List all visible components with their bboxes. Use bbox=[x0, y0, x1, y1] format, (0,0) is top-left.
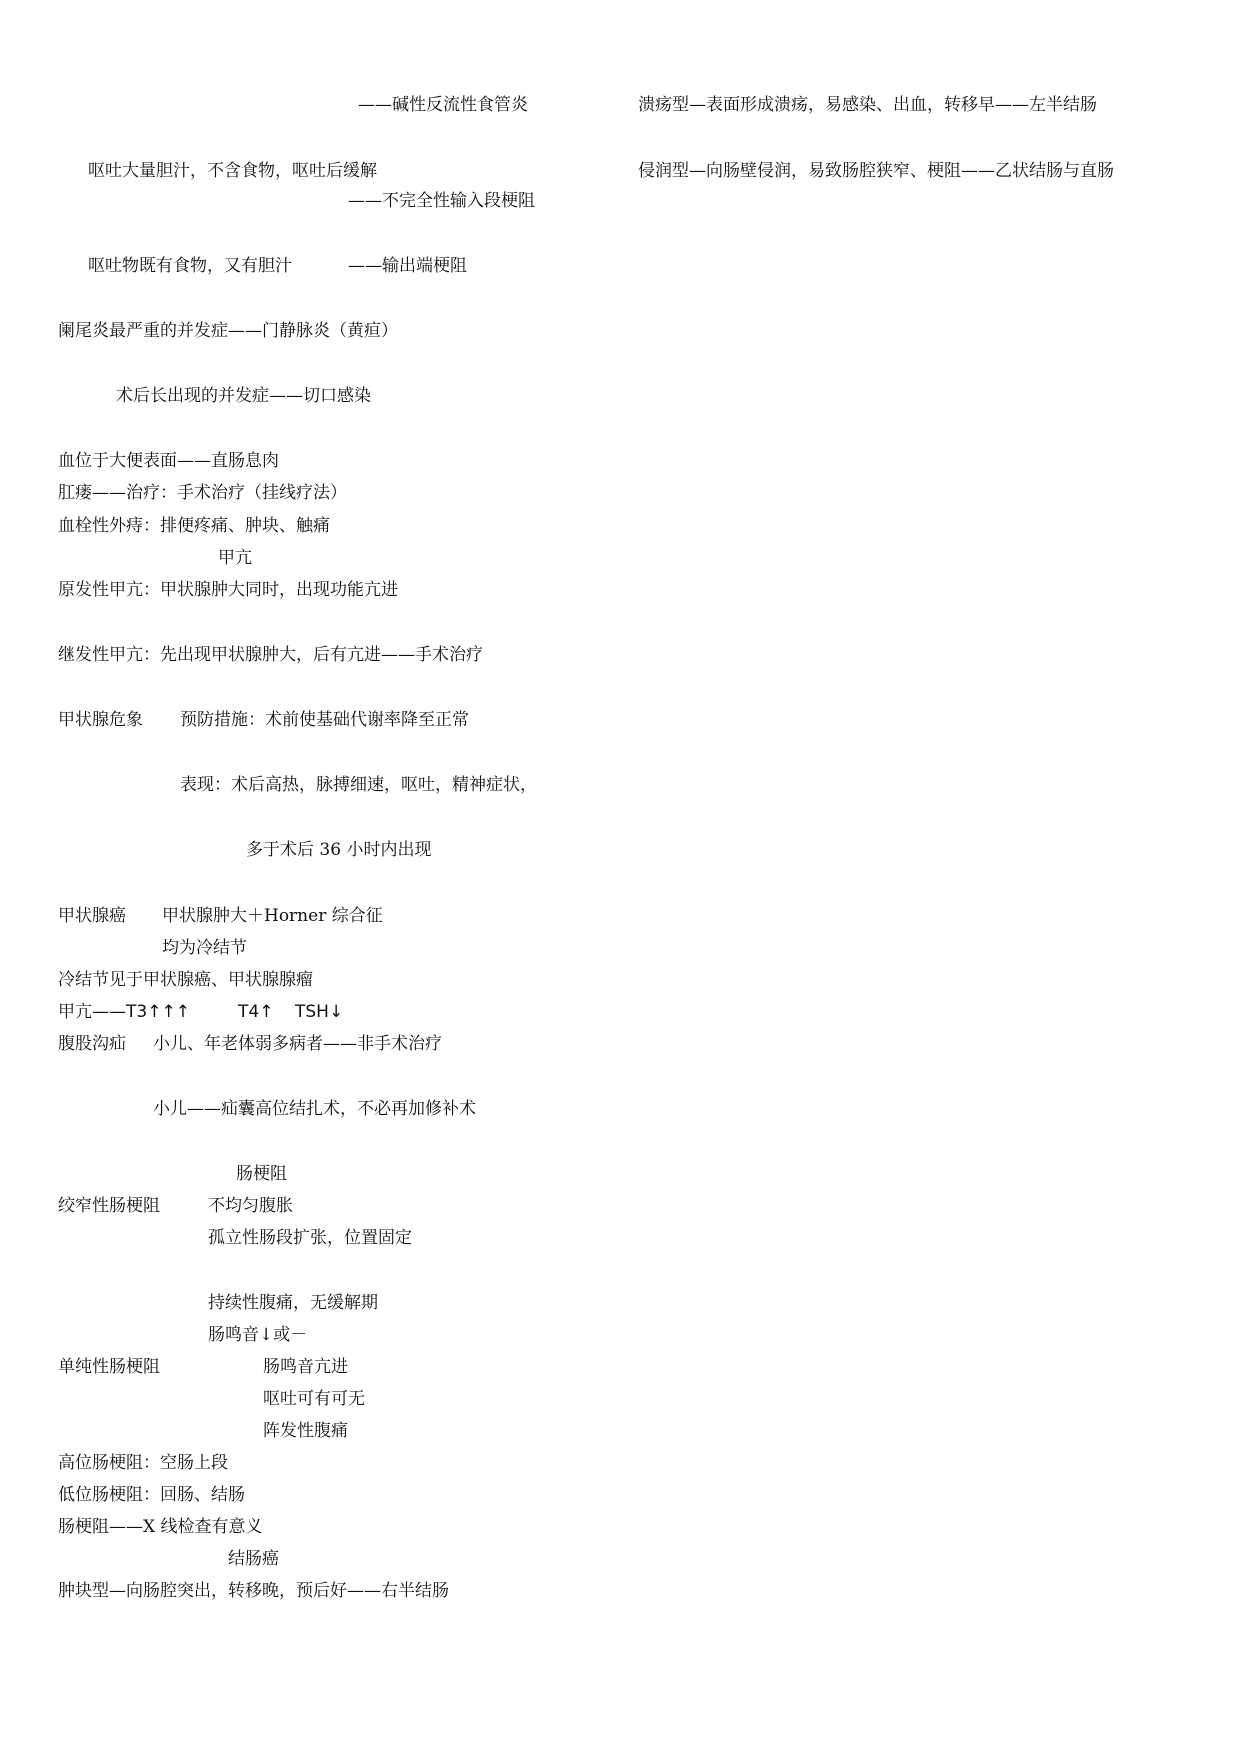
text-line: 多于术后 36 小时内出现 bbox=[246, 840, 432, 860]
text-line: 侵润型—向肠壁侵润，易致肠腔狭窄、梗阻——乙状结肠与直肠 bbox=[638, 161, 1114, 181]
text-line: 小儿——疝囊高位结扎术，不必再加修补术 bbox=[153, 1099, 476, 1119]
text-line: 小儿、年老体弱多病者——非手术治疗 bbox=[153, 1034, 442, 1054]
text-line: 甲状腺危象 bbox=[58, 710, 143, 730]
text-line: 甲状腺癌 bbox=[58, 906, 126, 926]
text-line: 绞窄性肠梗阻 bbox=[58, 1196, 160, 1216]
text-line: 低位肠梗阻：回肠、结肠 bbox=[58, 1485, 245, 1505]
text-line: 肛瘘——治疗：手术治疗（挂线疗法） bbox=[58, 483, 347, 503]
text-line: 腹股沟疝 bbox=[58, 1034, 126, 1054]
text-line: 溃疡型—表面形成溃疡，易感染、出血，转移早——左半结肠 bbox=[638, 95, 1097, 115]
section-heading: 结肠癌 bbox=[228, 1549, 279, 1569]
text-line: 血位于大便表面——直肠息肉 bbox=[58, 451, 279, 471]
text-line: 孤立性肠段扩张，位置固定 bbox=[208, 1228, 412, 1248]
text-line: 术后长出现的并发症——切口感染 bbox=[116, 386, 371, 406]
text-line: 甲状腺肿大＋Horner 综合征 bbox=[162, 906, 383, 926]
section-heading: 甲亢 bbox=[218, 548, 252, 568]
text-line: 持续性腹痛，无缓解期 bbox=[208, 1293, 378, 1313]
text-line: 阵发性腹痛 bbox=[263, 1421, 348, 1441]
text-line: 原发性甲亢：甲状腺肿大同时，出现功能亢进 bbox=[58, 580, 398, 600]
text-line: 肠鸣音亢进 bbox=[263, 1357, 348, 1377]
text-line: 肠鸣音↓或－ bbox=[208, 1325, 308, 1345]
section-heading: 肠梗阻 bbox=[236, 1164, 287, 1184]
text-line: 呕吐大量胆汁，不含食物，呕吐后缓解 bbox=[88, 161, 377, 181]
text-line: 表现：术后高热，脉搏细速，呕吐，精神症状， bbox=[180, 775, 537, 795]
text-line: 均为冷结节 bbox=[162, 938, 247, 958]
text-line: 继发性甲亢：先出现甲状腺肿大，后有亢进——手术治疗 bbox=[58, 645, 483, 665]
text-line: ——输出端梗阻 bbox=[348, 256, 467, 276]
text-line: 高位肠梗阻：空肠上段 bbox=[58, 1453, 228, 1473]
text-line: ——碱性反流性食管炎 bbox=[358, 95, 528, 115]
text-line: 呕吐可有可无 bbox=[263, 1389, 365, 1409]
text-line: T4↑ bbox=[238, 1002, 274, 1022]
text-line: 甲亢——T3↑↑↑ bbox=[58, 1002, 190, 1022]
text-line: 呕吐物既有食物，又有胆汁 bbox=[88, 256, 292, 276]
text-line: 肿块型—向肠腔突出，转移晚，预后好——右半结肠 bbox=[58, 1581, 449, 1601]
text-line: 预防措施：术前使基础代谢率降至正常 bbox=[180, 710, 469, 730]
text-line: 阑尾炎最严重的并发症——门静脉炎（黄疸） bbox=[58, 321, 398, 341]
text-line: 不均匀腹胀 bbox=[208, 1196, 293, 1216]
text-line: 冷结节见于甲状腺癌、甲状腺腺瘤 bbox=[58, 970, 313, 990]
text-line: 血栓性外痔：排便疼痛、肿块、触痛 bbox=[58, 516, 330, 536]
text-line: ——不完全性输入段梗阻 bbox=[348, 191, 535, 211]
text-line: 单纯性肠梗阻 bbox=[58, 1357, 160, 1377]
text-line: 肠梗阻——X 线检查有意义 bbox=[58, 1517, 263, 1537]
text-line: TSH↓ bbox=[295, 1002, 344, 1022]
